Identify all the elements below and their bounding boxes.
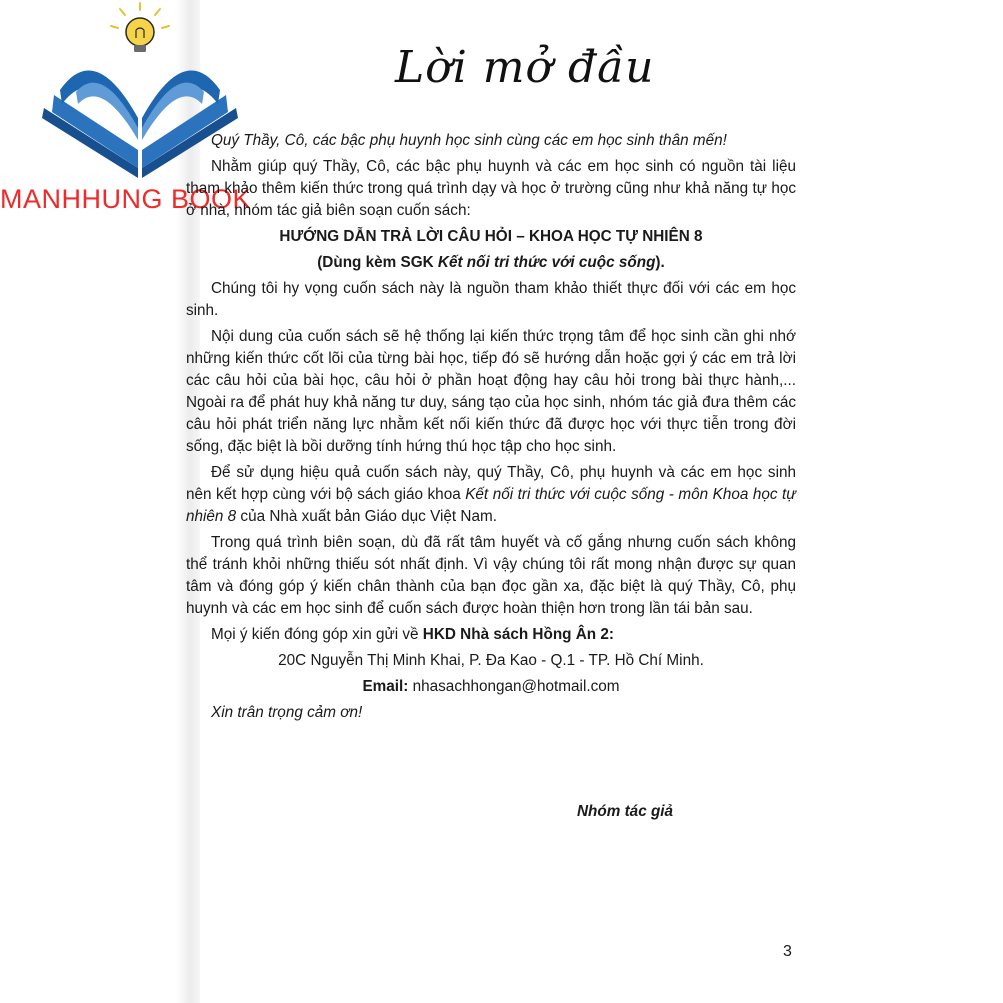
- brand-logo-text: MANHHUNG BOOK: [0, 184, 252, 214]
- signature: Nhóm tác giả: [577, 803, 674, 820]
- greeting-line: Quý Thầy, Cô, các bậc phụ huynh học sinh cùng các em học sinh thân mến!: [211, 132, 727, 149]
- closing-line: Xin trân trọng cảm ơn!: [211, 704, 363, 721]
- hope-paragraph: Chúng tôi hy vọng cuốn sách này là nguồn tham khảo thiết thực đối với các em học sinh.: [186, 280, 796, 319]
- book-subtitle: (Dùng kèm SGK Kết nối tri thức với cuộc sống).: [317, 254, 665, 271]
- contact-address: 20C Nguyễn Thị Minh Khai, P. Đa Kao - Q.1 - TP. Hồ Chí Minh.: [278, 652, 704, 669]
- preface-body: [186, 130, 796, 728]
- feedback-paragraph: Trong quá trình biên soạn, dù đã rất tâm huyết và cố gắng nhưng cuốn sách không thể tránh khỏi những thiếu sót nhất định. Vì vậy chúng tôi rất mong nhận được sự quan tâm và đóng góp ý kiến chân thành của bạn đọc gần xa, đặc biệt là quý Thầy, Cô, phụ huynh và các em học sinh để cuốn sách được hoàn thiện hơn trong lần tái bản sau.: [186, 534, 796, 617]
- contact-line: Mọi ý kiến đóng góp xin gửi về HKD Nhà sách Hồng Ân 2:: [211, 626, 615, 643]
- page-number: 3: [783, 943, 792, 960]
- contact-email: Email: nhasachhongan@hotmail.com: [362, 678, 620, 695]
- intro-paragraph: Nhằm giúp quý Thầy, Cô, các bậc phụ huynh và các em học sinh có nguồn tài liệu tham khảo thêm kiến thức trong quá trình dạy và học ở trường cũng như khả năng tự học ở nhà, nhóm tác giả biên soạn cuốn sách:: [186, 158, 796, 219]
- page-title: Lời mở đầu: [395, 42, 655, 93]
- usage-paragraph: Để sử dụng hiệu quả cuốn sách này, quý Thầy, Cô, phụ huynh và các em học sinh nên kết hợp cùng với bộ sách giáo khoa Kết nối tri thức với cuộc sống - môn Khoa học tự nhiên 8 của Nhà xuất bản Giáo dục Việt Nam.: [186, 464, 796, 525]
- book-title: HƯỚNG DẪN TRẢ LỜI CÂU HỎI – KHOA HỌC TỰ NHIÊN 8: [279, 228, 703, 245]
- content-paragraph: Nội dung của cuốn sách sẽ hệ thống lại kiến thức trọng tâm để học sinh cần ghi nhớ những kiến thức cốt lõi của từng bài học, tiếp đó sẽ hướng dẫn hoặc gợi ý các em trả lời các câu hỏi của bài học, câu hỏi ở phần hoạt động hay câu hỏi trong bài thực hành,... Ngoài ra để phát huy khả năng tư duy, sáng tạo của học sinh, nhóm tác giả đưa thêm các câu hỏi phát triển năng lực nhằm kết nối kiến thức đã được học với thực tiễn trong đời sống, đặc biệt là bồi dưỡng tính hứng thú học tập cho học sinh.: [186, 328, 796, 455]
